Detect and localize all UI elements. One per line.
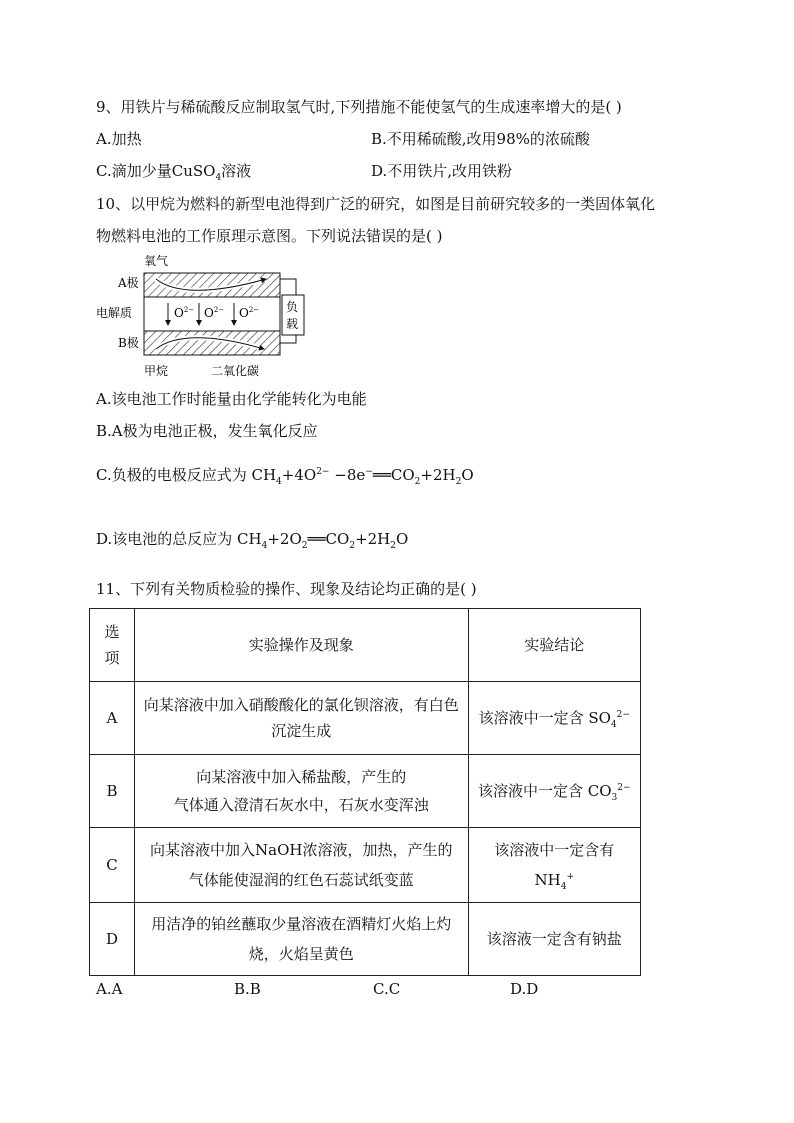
row-d-option: D	[90, 903, 135, 976]
q11-option-b: B.B	[234, 980, 261, 998]
q9-stem: 9、用铁片与稀硫酸反应制取氢气时,下列措施不能使氢气的生成速率增大的是( )	[96, 98, 622, 116]
table-row	[90, 682, 641, 755]
q9-option-c-suffix: 溶液	[221, 162, 252, 180]
table-row	[90, 903, 641, 976]
q10-stem-line1: 10、以甲烷为燃料的新型电池得到广泛的研究，如图是目前研究较多的一类固体氧化	[96, 195, 656, 213]
q9-option-a: A.加热	[96, 130, 142, 148]
q9-option-c	[96, 161, 251, 181]
row-b-option: B	[90, 755, 135, 828]
q10-option-c: C.负极的电极反应式为 $CH_4+4O^{2-}$ $-8e^-══CO_2+2H_2O$	[96, 466, 474, 487]
q11-stem: 11、下列有关物质检验的操作、现象及结论均正确的是( )	[96, 580, 477, 598]
header-operation-cell: 实验操作及现象	[134, 609, 468, 682]
q9-option-b: B.不用稀硫酸,改用98%的浓硫酸	[371, 130, 590, 148]
row-b-conclusion: 该溶液中一定含 $CO_3^{2-}$	[468, 755, 640, 828]
ion-label-2: $O^{2-}$	[204, 306, 225, 320]
table-header-row	[90, 609, 641, 682]
oxygen-label: 氧气	[144, 255, 169, 268]
q9-option-c-prefix: C.滴加少量	[96, 162, 172, 180]
q10-option-b: B.A极为电池正极，发生氧化反应	[96, 422, 318, 440]
q10-option-a: A.该电池工作时能量由化学能转化为电能	[96, 390, 367, 408]
table-row	[90, 828, 641, 903]
row-c-operation: 向某溶液中加入NaOH浓溶液，加热，产生的 气体能使湿润的红色石蕊试纸变蓝	[134, 828, 468, 903]
q11-option-d: D.D	[510, 980, 539, 998]
co2-label: 二氧化碳	[211, 364, 260, 378]
row-c-option: C	[90, 828, 135, 903]
q9-option-c-formula: CuSO	[171, 162, 216, 180]
row-d-operation: 用洁净的铂丝蘸取少量溶液在酒精灯火焰上灼 烧，火焰呈黄色	[134, 903, 468, 976]
fuel-cell-diagram	[96, 255, 346, 383]
load-label-2: 载	[286, 317, 299, 331]
q9-option-d: D.不用铁片,改用铁粉	[371, 162, 513, 180]
row-c-conclusion: 该溶液中一定含有 $NH_4^+$	[468, 828, 640, 903]
ion-label-3: $O^{2-}$	[239, 306, 260, 320]
q11-option-c: C.C	[373, 980, 401, 998]
q10-stem-line2: 物燃料电池的工作原理示意图。下列说法错误的是( )	[96, 227, 443, 245]
table-row	[90, 755, 641, 828]
q11-option-a: A.A	[96, 980, 123, 998]
header-conclusion-cell: 实验结论	[468, 609, 640, 682]
row-a-conclusion: 该溶液中一定含 $SO_4^{2-}$	[468, 682, 640, 755]
header-option-cell: 选 项	[90, 609, 135, 682]
q11-table	[89, 608, 641, 976]
electrolyte-label: 电解质	[96, 306, 133, 320]
methane-label: 甲烷	[144, 364, 169, 378]
row-b-operation: 向某溶液中加入稀盐酸，产生的 气体通入澄清石灰水中，石灰水变浑浊	[134, 755, 468, 828]
a-pole-label: A极	[118, 276, 139, 290]
row-d-conclusion: 该溶液一定含有钠盐	[468, 903, 640, 976]
q9-option-c-sub: 4	[215, 173, 222, 183]
q10-option-d: D.该电池的总反应为 $CH_4+2O_2══CO_2+2H_2O$	[96, 530, 409, 551]
load-label-1: 负	[286, 300, 299, 314]
row-a-option: A	[90, 682, 135, 755]
b-pole-label: B极	[118, 336, 139, 350]
row-a-operation: 向某溶液中加入硝酸酸化的氯化钡溶液，有白色沉淀生成	[134, 682, 468, 755]
ion-label-1: $O^{2-}$	[174, 306, 195, 320]
